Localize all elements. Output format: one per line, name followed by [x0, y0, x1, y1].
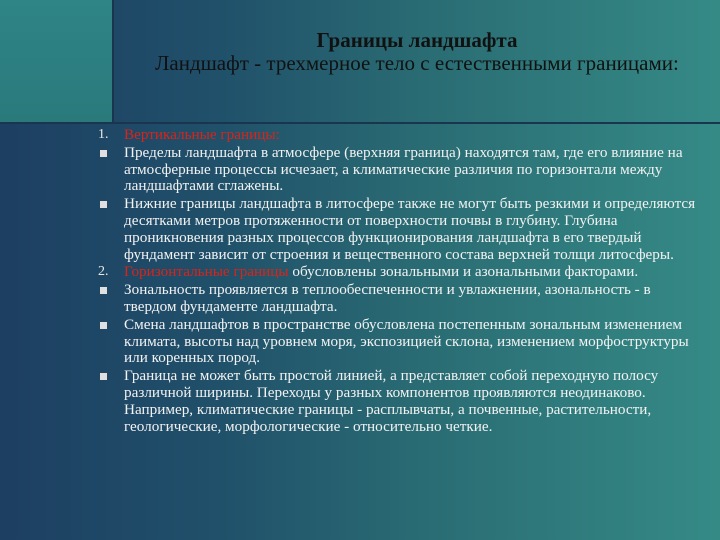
square-bullet-icon [100, 287, 107, 294]
list-number: 1. [98, 127, 109, 142]
square-bullet-icon [100, 201, 107, 208]
horizontal-boundaries-heading: Горизонтальные границы [124, 263, 289, 281]
list-number: 2. [98, 264, 109, 280]
list-item-1 [94, 127, 706, 144]
slide-title: Границы ландшафта [316, 28, 518, 52]
square-bullet-icon [100, 373, 107, 380]
content-list [94, 127, 706, 436]
list-item-4: 2. Горизонтальные границы обусловлены зональными и азональными факторами. [98, 263, 639, 281]
title-horizontal-divider [0, 122, 720, 124]
slide-subtitle: Ландшафт - трехмерное тело с естественными границами: [155, 51, 679, 75]
square-bullet-icon [100, 322, 107, 329]
list-item-6: Смена ландшафтов в пространстве обусловлена постепенным зональным изменением климата, высоты над уровнем моря, экспозицией склона, изменением морфоструктуры или коренных пород. [94, 317, 706, 367]
list-item-2: Пределы ландшафта в атмосфере (верхняя граница) находятся там, где его влияние на атмосферные процессы исчезает, а климатические различия по горизонтали между ландшафтами сглажены. [94, 145, 706, 195]
list-item-5: Зональность проявляется в теплообеспеченности и увлажнении, азональность - в твердом фундаменте ландшафта. [94, 282, 706, 316]
title-block [114, 28, 720, 75]
list-item-7: Граница не может быть простой линией, а представляет собой переходную полосу различной ширины. Переходы у разных компонентов проявляются неодинаково. Например, климатические границы - расплывчаты, а почвенные, растительности, геологические, морфологические - относительно четкие. [94, 368, 706, 435]
title-left-band [0, 0, 112, 122]
list-item-3: Нижние границы ландшафта в литосфере также не могут быть резкими и определяются десятками метров протяженности от поверхности почвы в глубину. Глубина проникновения разных процессов функционирования ландшафта в его твердый фундамент зависит от строения и вещественного состава верхней толщи литосферы. [94, 196, 706, 263]
vertical-boundaries-heading: Вертикальные границы: [124, 126, 280, 143]
square-bullet-icon [100, 150, 107, 157]
